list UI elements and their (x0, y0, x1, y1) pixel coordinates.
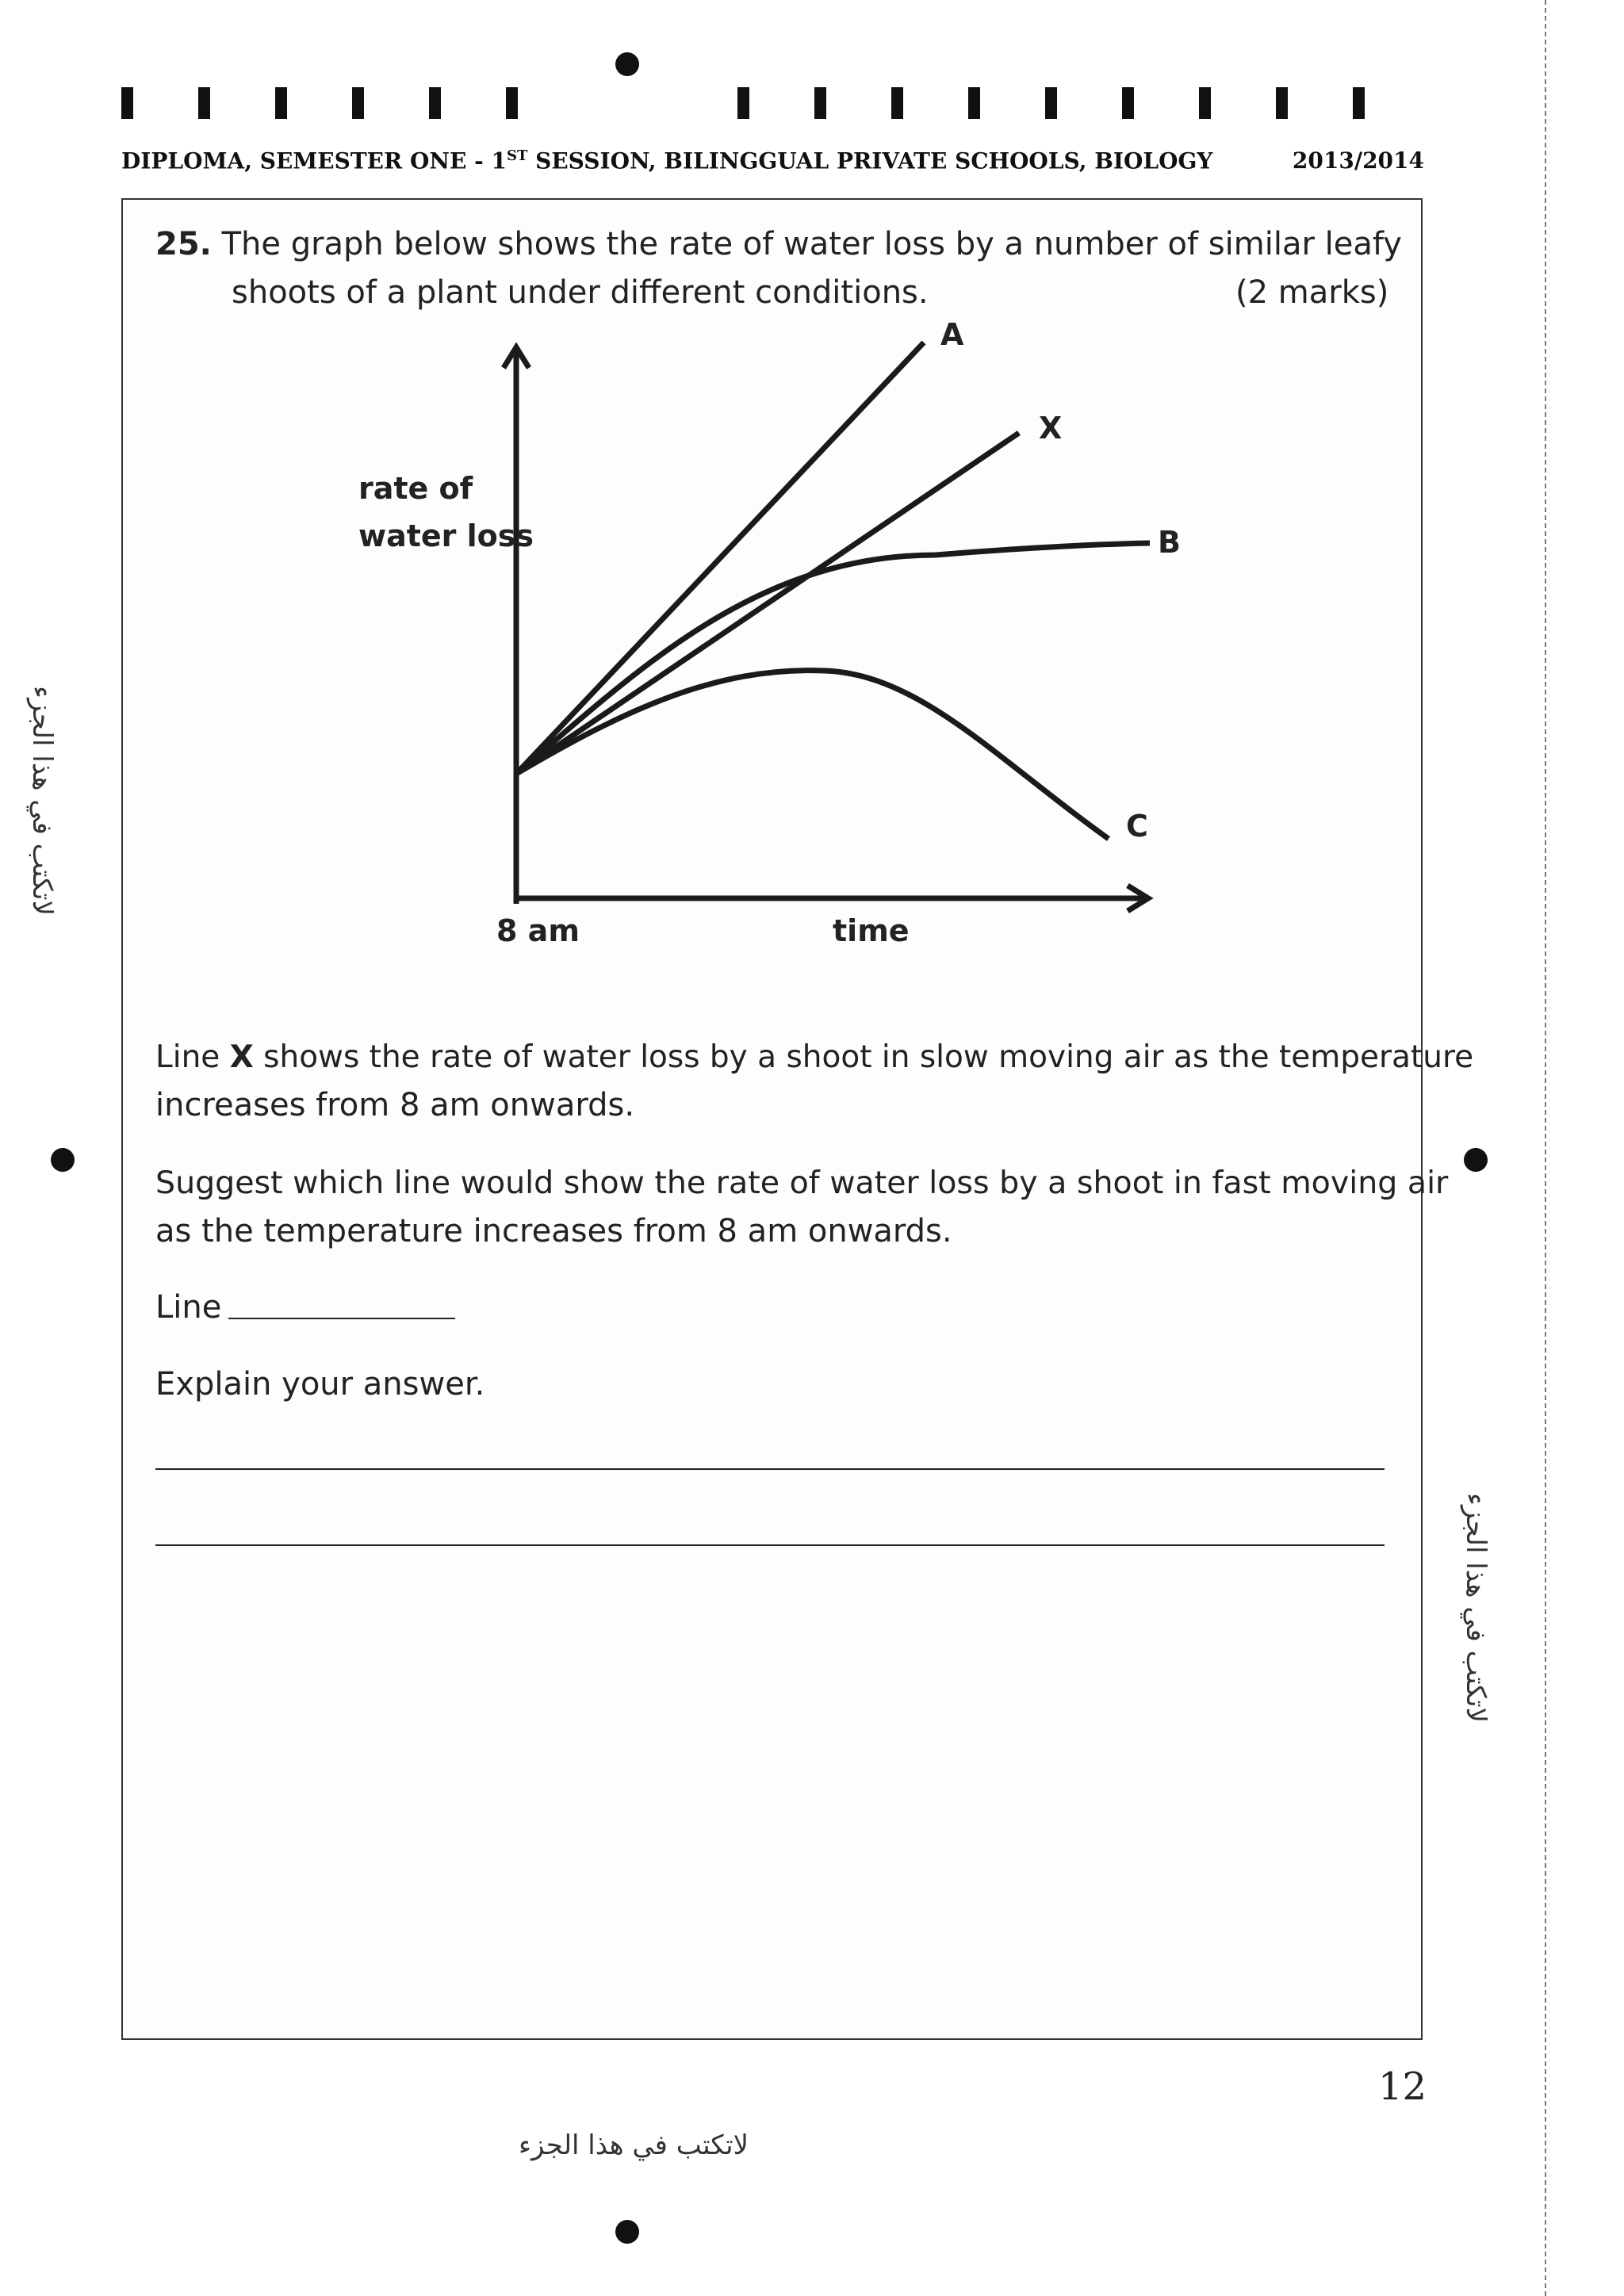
question-marks: (2 marks) (1235, 274, 1389, 311)
question-prompt-2: as the temperature increases from 8 am onwards. (155, 1213, 952, 1249)
side-note-left: لاتكتب في هذا الجزء (26, 685, 59, 916)
y-axis-label-1: rate of (358, 471, 473, 506)
page-number: 12 (1378, 2064, 1427, 2109)
question-intro-2: shoots of a plant under different conditions. (232, 274, 929, 311)
question-number: 25. (155, 226, 212, 262)
line-label-x: X (1039, 411, 1063, 446)
question-prompt: Suggest which line would show the rate of water loss by a shoot in fast moving air (155, 1165, 1449, 1201)
line-label-c: C (1126, 809, 1148, 844)
line-x (516, 433, 1019, 774)
explanation-line-2[interactable] (155, 1544, 1385, 1546)
exam-title: DIPLOMA, SEMESTER ONE - 1ST SESSION, BILINGGUAL PRIVATE SCHOOLS, BIOLOGY (121, 147, 1213, 174)
footer-note: لاتكتب في هذا الجزء (519, 2130, 749, 2161)
line-a (516, 342, 924, 774)
paragraph-line-x: Line X shows the rate of water loss by a shoot in slow moving air as the temperature (155, 1039, 1474, 1075)
paragraph-line-x-2: increases from 8 am onwards. (155, 1087, 635, 1123)
answer-line-field[interactable] (228, 1318, 455, 1319)
x-axis-label: time (833, 913, 910, 948)
line-label-a: A (940, 317, 964, 352)
line-label-b: B (1158, 525, 1181, 560)
side-note-right: لاتكتب في هذا الجزء (1460, 1492, 1492, 1724)
explain-prompt: Explain your answer. (155, 1366, 485, 1402)
y-axis-label-2: water loss (358, 519, 534, 553)
exam-year: 2013/2014 (1292, 147, 1424, 174)
line-b (516, 543, 1150, 774)
question-intro: 25. The graph below shows the rate of water loss by a number of similar leafy (155, 226, 1402, 262)
explanation-line-1[interactable] (155, 1468, 1385, 1470)
x-origin-label: 8 am (496, 913, 580, 948)
answer-line-label: Line (155, 1289, 222, 1326)
